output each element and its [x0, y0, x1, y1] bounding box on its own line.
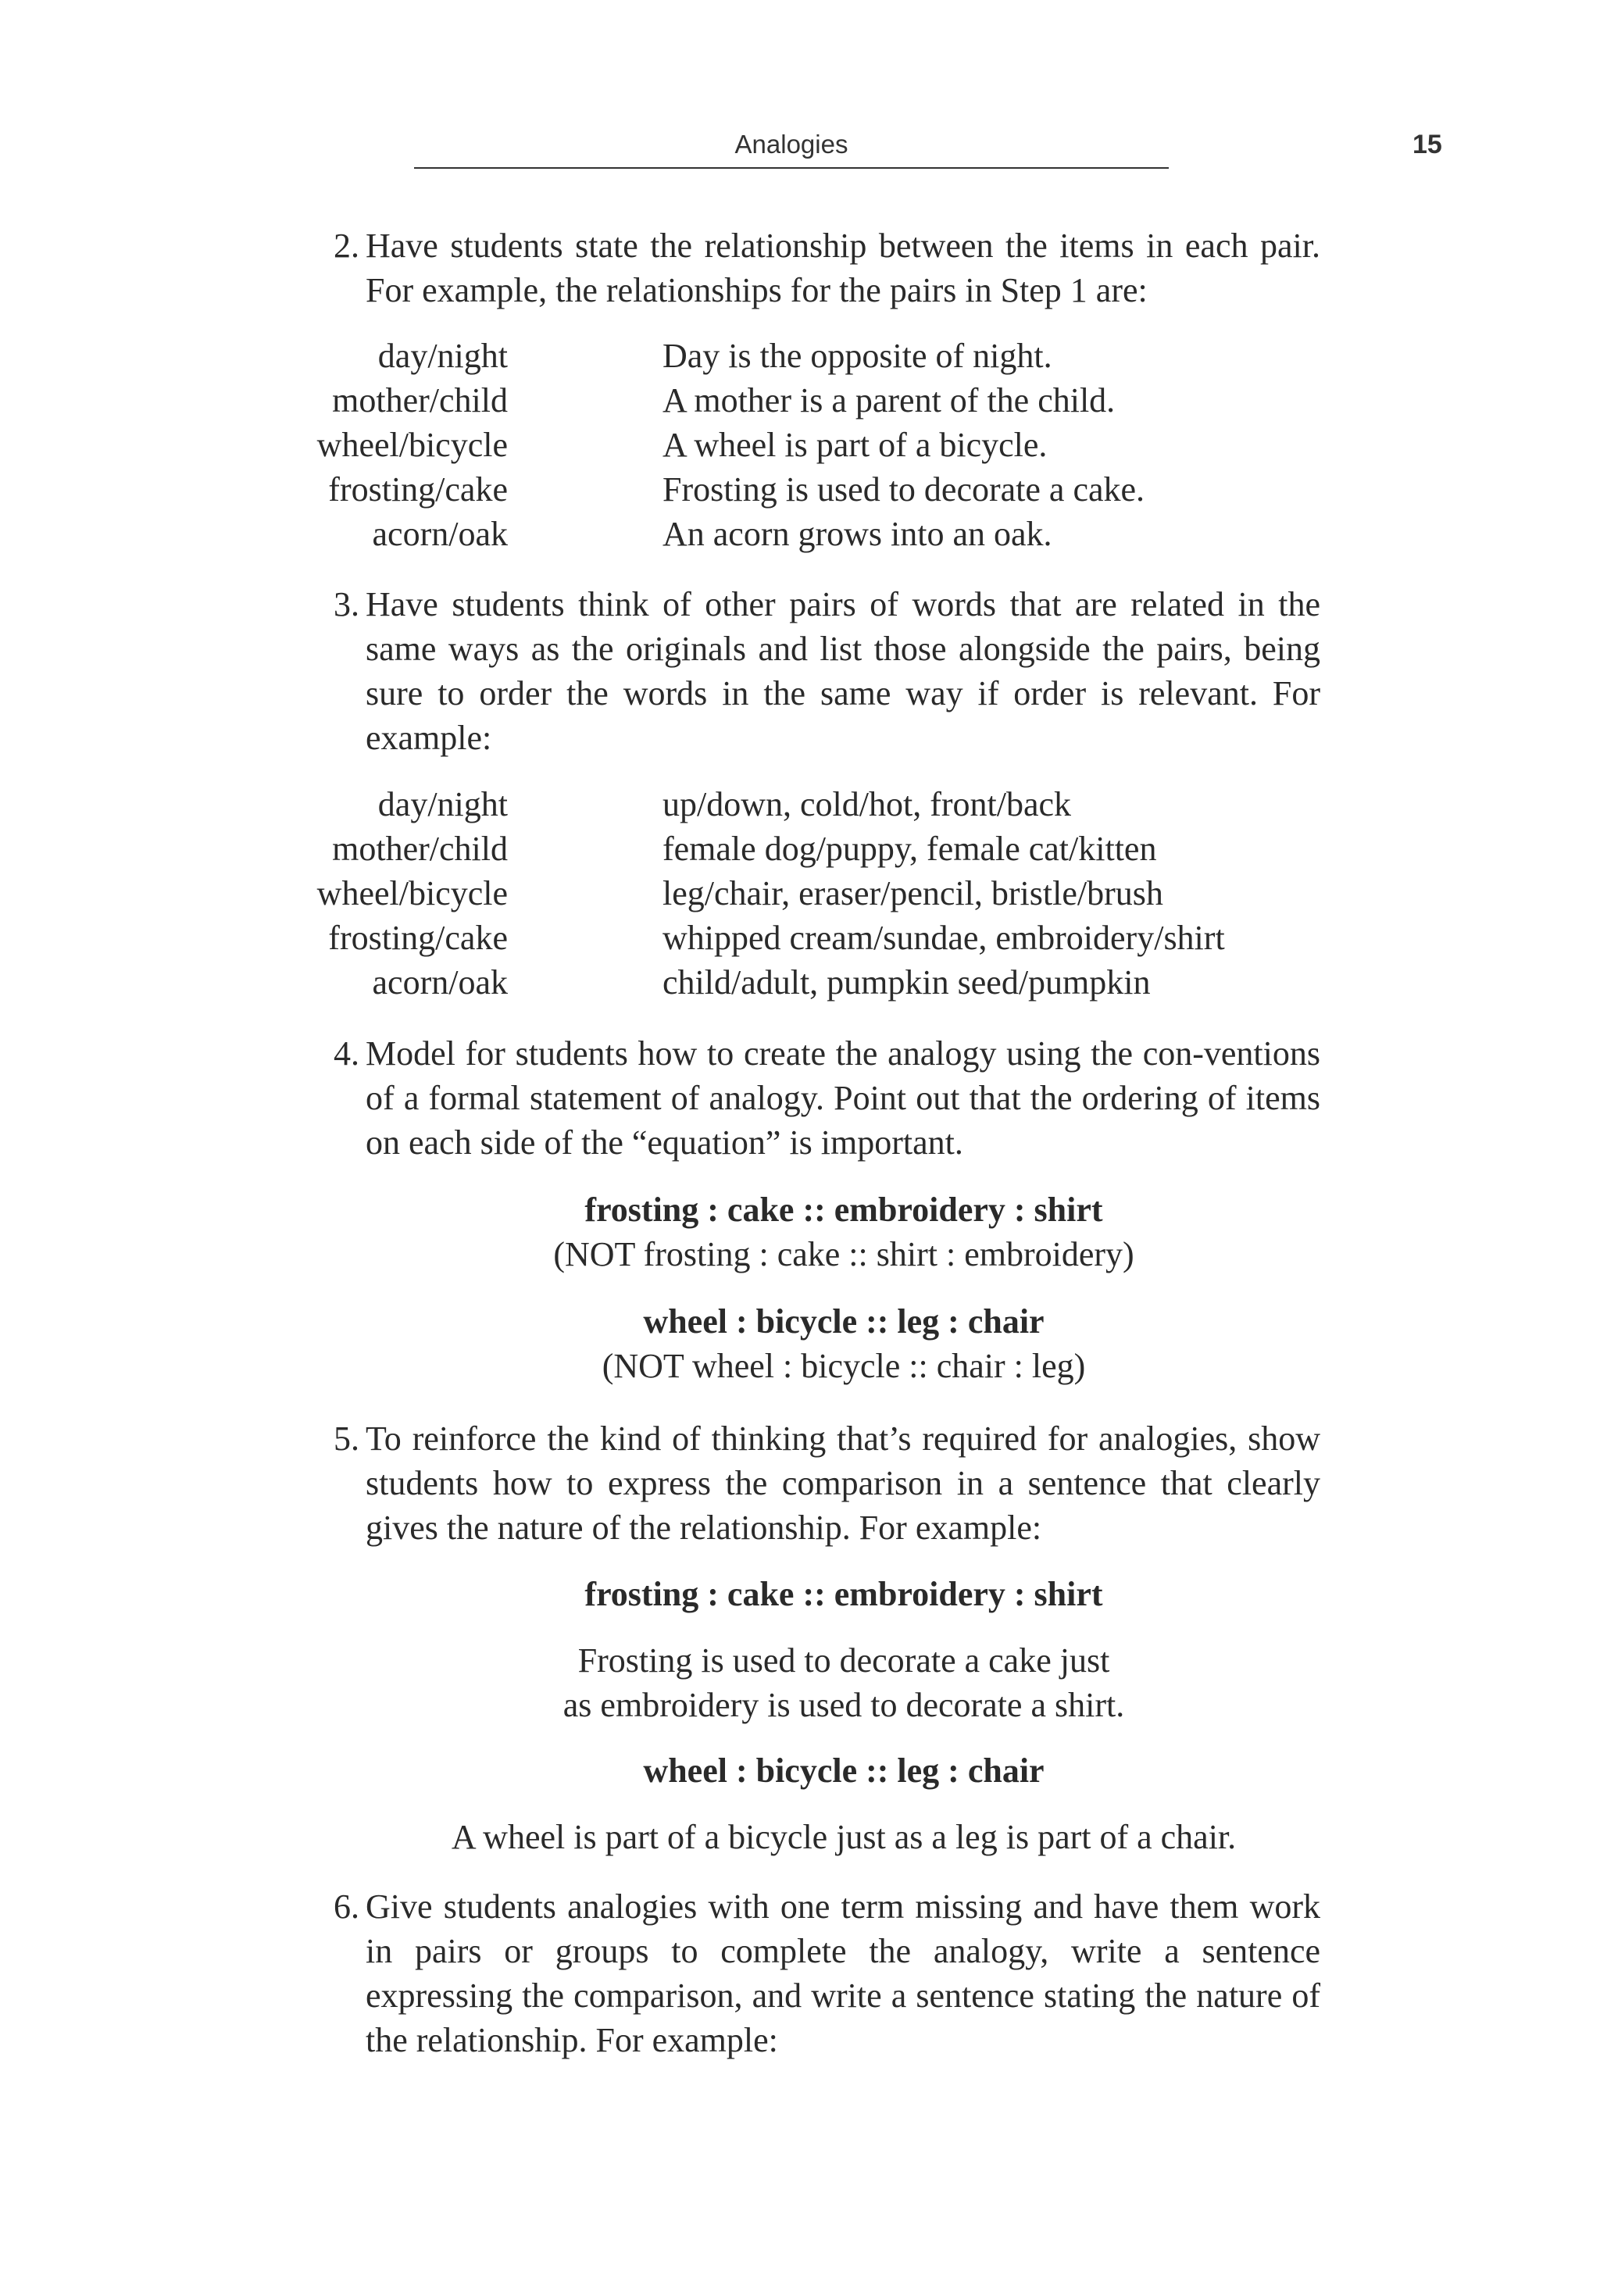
comparison-sentence: A wheel is part of a bicycle just as a leg is part of a chair.: [451, 1818, 1237, 1856]
word-pair: acorn/oak: [372, 515, 508, 553]
analogy-statement: frosting : cake :: embroidery : shirt: [584, 1191, 1103, 1229]
step-4: [312, 1031, 1320, 1165]
comparison-sentence-line: Frosting is used to decorate a cake just: [577, 1641, 1110, 1680]
examples-table: [312, 782, 1328, 1005]
word-pair: wheel/bicycle: [316, 426, 508, 464]
step-number: 5.: [334, 1419, 359, 1458]
step-6: [312, 1884, 1320, 2062]
example-pairs: whipped cream/sundae, embroidery/shirt: [662, 919, 1225, 957]
word-pair: wheel/bicycle: [316, 874, 508, 912]
step-number: 6.: [334, 1887, 359, 1926]
relationship-text: Frosting is used to decorate a cake.: [662, 470, 1145, 509]
relationship-text: An acorn grows into an oak.: [662, 515, 1052, 553]
counter-example: (NOT wheel : bicycle :: chair : leg): [602, 1347, 1086, 1385]
example-pairs: child/adult, pumpkin seed/pumpkin: [662, 963, 1151, 1002]
step-text: To reinforce the kind of thinking that’s required for analogies, show students how to express the comparison in a sentence that clearly gives the nature of the relationship. For example:: [366, 1419, 1320, 1547]
word-pair: mother/child: [332, 830, 508, 868]
table-row: [312, 827, 1328, 871]
relationship-text: A mother is a parent of the child.: [662, 381, 1116, 420]
step-5: [312, 1416, 1320, 1550]
running-header-title: Analogies: [734, 130, 848, 159]
relationship-text: Day is the opposite of night.: [662, 337, 1052, 375]
word-pair: mother/child: [332, 381, 508, 420]
step-text: Have students think of other pairs of words that are related in the same ways as the originals and list those alongside the pairs, being sure to order the words in the same way if order is relevant. For example:: [366, 585, 1320, 757]
word-pair: frosting/cake: [328, 470, 508, 509]
page-number: 15: [1412, 130, 1442, 159]
example-pairs: leg/chair, eraser/pencil, bristle/brush: [662, 874, 1163, 912]
counter-example: (NOT frosting : cake :: shirt : embroidery): [553, 1235, 1134, 1273]
analogy-statement: wheel : bicycle :: leg : chair: [643, 1302, 1045, 1341]
step-number: 3.: [334, 585, 359, 623]
example-pairs: female dog/puppy, female cat/kitten: [662, 830, 1157, 868]
step-3: [312, 582, 1320, 760]
relationship-table: [312, 334, 1328, 556]
word-pair: frosting/cake: [328, 919, 508, 957]
step-text: Model for students how to create the analogy using the con-ventions of a formal statement of analogy. Point out that the ordering of items on each side of the “equation” is important.: [366, 1034, 1320, 1162]
table-row: [312, 960, 1328, 1005]
table-row: [312, 334, 1328, 378]
table-row: [312, 871, 1328, 916]
word-pair: acorn/oak: [372, 963, 508, 1002]
table-row: [312, 467, 1328, 512]
running-header: [414, 130, 1169, 169]
example-pairs: up/down, cold/hot, front/back: [662, 785, 1072, 823]
word-pair: day/night: [377, 785, 508, 823]
table-row: [312, 423, 1328, 467]
step-number: 4.: [334, 1034, 359, 1073]
step-text: Give students analogies with one term missing and have them work in pairs or groups to complete the analogy, write a sentence expressing the comparison, and write a sentence stating the nature of the relationship. For example:: [366, 1887, 1320, 2059]
table-row: [312, 512, 1328, 556]
table-row: [312, 916, 1328, 960]
step-text: Have students state the relationship between the items in each pair. For example, the relationships for the pairs in Step 1 are:: [366, 227, 1320, 309]
step-2: [312, 223, 1320, 312]
analogy-statement: frosting : cake :: embroidery : shirt: [584, 1575, 1103, 1613]
step-number: 2.: [334, 227, 359, 265]
word-pair: day/night: [377, 337, 508, 375]
comparison-sentence-line: as embroidery is used to decorate a shirt.: [562, 1686, 1125, 1724]
table-row: [312, 782, 1328, 827]
analogy-statement: wheel : bicycle :: leg : chair: [643, 1751, 1045, 1790]
table-row: [312, 378, 1328, 423]
relationship-text: A wheel is part of a bicycle.: [662, 426, 1048, 464]
